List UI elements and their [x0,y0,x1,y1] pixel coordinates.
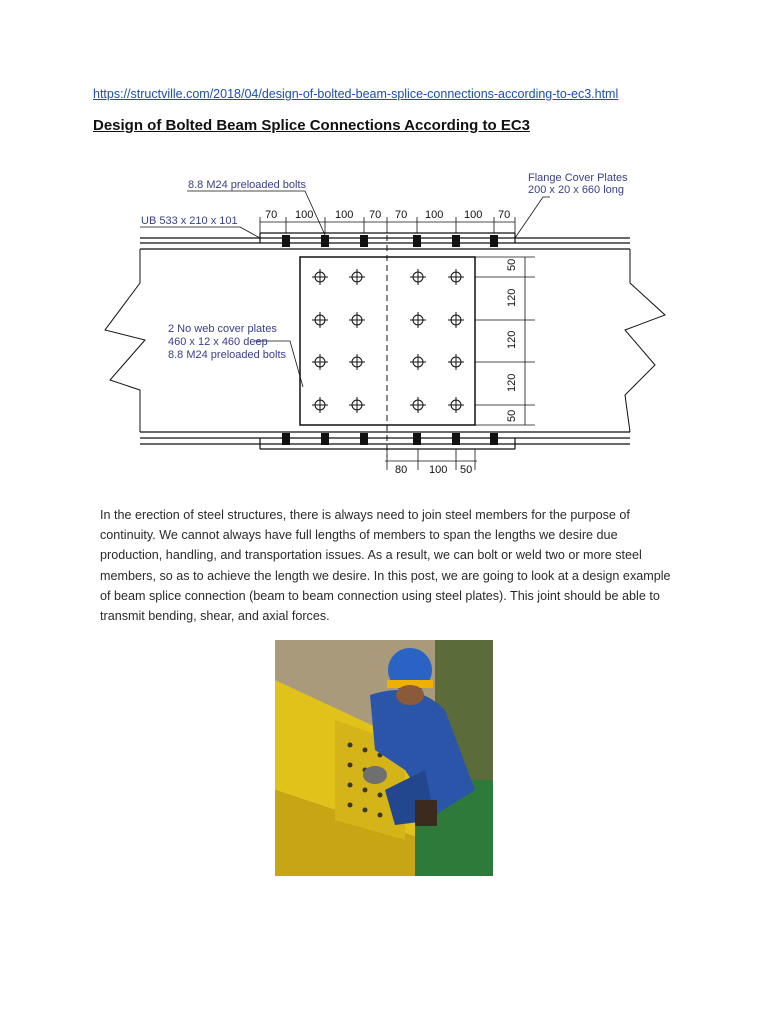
flange-label-line1: Flange Cover Plates [528,172,628,184]
flange-bolts [282,235,498,445]
flange-label-line2: 200 x 20 x 660 long [528,184,625,196]
bottom-dim-1: 80 [395,464,408,476]
right-dim-4: 120 [506,373,518,392]
top-dim-1: 70 [265,209,278,221]
beam-label: UB 533 x 210 x 101 [141,215,238,227]
top-dim-2: 100 [295,209,314,221]
top-dim-6: 100 [425,209,444,221]
web-label-line3: 8.8 M24 preloaded bolts [168,349,287,361]
top-dim-4: 70 [369,209,382,221]
top-dim-7: 100 [464,209,483,221]
worker-bolting-beam-photo [275,640,493,876]
web-label-line1: 2 No web cover plates [168,323,277,335]
right-dim-5: 50 [506,409,518,422]
top-dim-5: 70 [395,209,408,221]
top-flange [140,233,630,249]
splice-connection-diagram [95,165,675,485]
intro-paragraph: In the erection of steel structures, there is always need to join steel members for the purpose of continuity. We cannot always have full lengths of members to span the lengths we desire due production, handling, and transportation issues. As a result, we can bolt or weld two or more steel members, so as to achieve the length we desire. In this post, we are going to look at a design example of beam splice connection (beam to beam connection using steel plates). This joint should be able to transmit bending, shear, and axial forces. [100,508,671,624]
right-dim-3: 120 [506,330,518,349]
top-dim-3: 100 [335,209,354,221]
right-dim-2: 120 [506,288,518,307]
right-dim-1: 50 [506,258,518,271]
web-bolts [312,269,464,413]
top-dim-8: 70 [498,209,511,221]
page-title: Design of Bolted Beam Splice Connections According to EC3 [93,117,530,134]
bottom-dim-2: 100 [429,464,448,476]
web-label-line2: 460 x 12 x 460 deep [168,336,268,348]
bottom-dim-3: 50 [460,464,473,476]
bottom-flange [140,432,630,449]
right-dimension-lines [475,257,535,425]
source-link[interactable]: https://structville.com/2018/04/design-of-bolted-beam-splice-connections-according-to-ec3.html [93,87,619,101]
bolts-label: 8.8 M24 preloaded bolts [188,179,307,191]
